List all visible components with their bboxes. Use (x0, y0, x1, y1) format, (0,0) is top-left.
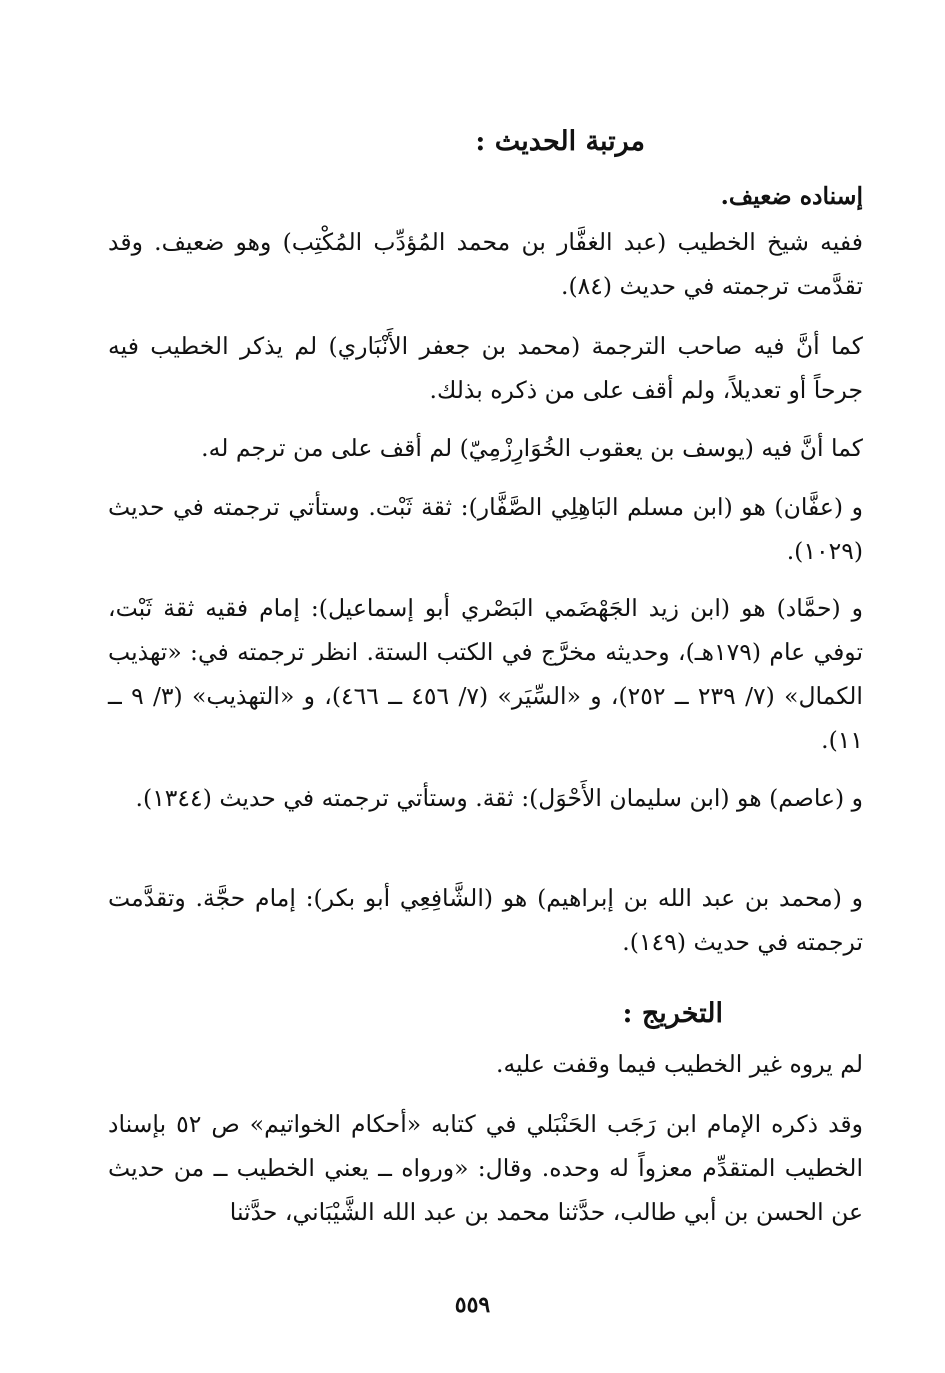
paragraph-takhrij-note: لم يروه غير الخطيب فيما وقفت عليه. (495, 1050, 863, 1078)
section-heading-hadith-rank: مرتبة الحديث : (475, 126, 645, 157)
paragraph-sheikh-khatib: ففيه شيخ الخطيب (عبد الغفَّار بن محمد المُؤدِّب المُكْتِب) وهو ضعيف. وقد تقدَّمت ترجمته في حديث (٨٤). (108, 228, 863, 300)
paragraph-muhammad-narrator: و (محمد بن عبد الله بن إبراهيم) هو (الشَّافِعِي أبو بكر): إمام حجَّة. وتقدَّمت ترجمته في حديث (١٤٩). (108, 884, 863, 956)
paragraph-isnad-verdict: إسناده ضعيف. (720, 182, 863, 210)
paragraph-asim-narrator: و (عاصم) هو (ابن سليمان الأَحْوَل): ثقة. وستأتي ترجمته في حديث (١٣٤٤). (135, 784, 863, 812)
paragraph-yusuf-narrator: كما أنَّ فيه (يوسف بن يعقوب الخُوَارِزْمِيّ) لم أقف على من ترجم له. (201, 434, 863, 462)
paragraph-affan-narrator: و (عفَّان) هو (ابن مسلم البَاهِلِي الصَّفَّار): ثقة ثَبْت. وستأتي ترجمته في حديث (١٠٢٩). (108, 493, 863, 565)
section-heading-takhrij: التخريج : (622, 998, 723, 1029)
paragraph-ibn-rajab: وقد ذكره الإمام ابن رَجَب الحَنْبَلي في كتابه «أحكام الخواتيم» ص ٥٢ بإسناد الخطيب المتقدِّم معزواً له وحده. وقال: «ورواه ــ يعني الخطيب ــ من حديث عن الحسن بن أبي طالب، حدَّثنا محمد بن عبد الله الشَّيْبَاني، حدَّثنا (108, 1110, 863, 1226)
paragraph-subject-narrator: كما أنَّ فيه صاحب الترجمة (محمد بن جعفر الأَنْبَاري) لم يذكر الخطيب فيه جرحاً أو تعديلاً، ولم أقف على من ذكره بذلك. (108, 332, 863, 404)
page-number: ٥٥٩ (454, 1292, 491, 1318)
paragraph-hammad-narrator: و (حمَّاد) هو (ابن زيد الجَهْضَمي البَصْري أبو إسماعيل): إمام فقيه ثقة ثَبْت، توفي عام (١٧٩هـ)، وحديثه مخرَّج في الكتب الستة. انظر ترجمته في: «تهذيب الكمال» (٧/ ٢٣٩ ــ ٢٥٢)، و «السِّيَر» (٧/ ٤٥٦ ــ ٤٦٦)، و «التهذيب» (٣/ ٩ ــ ١١). (108, 594, 863, 754)
